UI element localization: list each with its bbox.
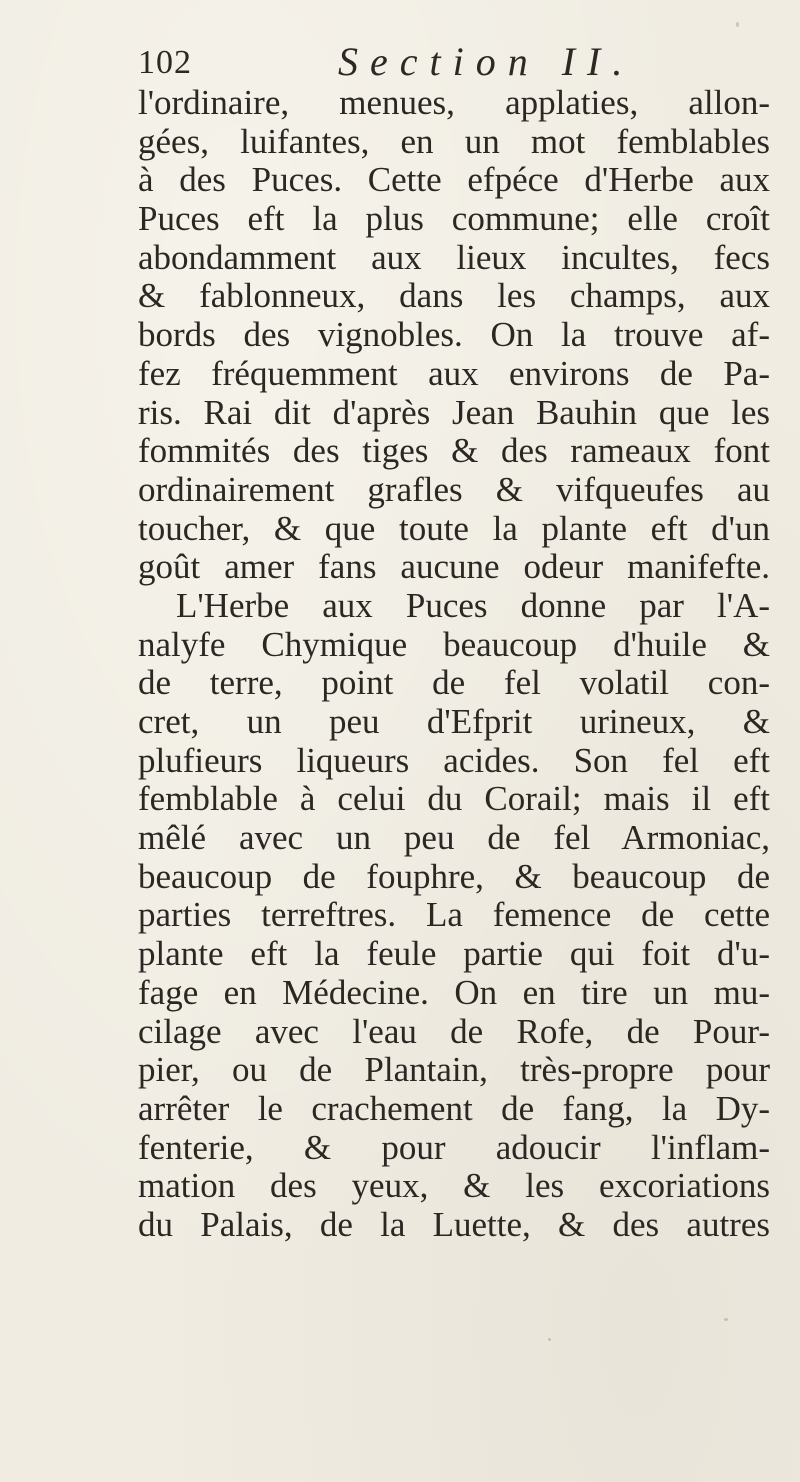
paper-speck (548, 1338, 551, 1341)
text-line: ris. Rai dit d'après Jean Bauhin que les (138, 392, 770, 432)
text-line: fez fréquemment aux environs de Pa- (138, 353, 770, 393)
paper-speck (736, 22, 739, 27)
text-line: pier, ou de Plantain, très-propre pour (138, 1050, 770, 1090)
text-line: abondamment aux lieux incultes, fecs (138, 237, 770, 277)
text-line: & fablonneux, dans les champs, aux (138, 276, 770, 316)
text-line: bords des vignobles. On la trouve af- (138, 315, 770, 355)
text-line: femblable à celui du Corail; mais il eft (138, 779, 770, 819)
text-line: cret, un peu d'Efprit urineux, & (138, 702, 770, 741)
text-line: de terre, point de fel volatil con- (138, 663, 770, 703)
text-line: Puces eft la plus commune; elle croît (138, 199, 770, 239)
body-text (138, 84, 770, 1245)
text-line: fage en Médecine. On en tire un mu- (138, 972, 770, 1012)
text-line: ordinairement grafles & vifqueufes au (138, 469, 770, 509)
text-line: gées, luifantes, en un mot femblables (138, 121, 770, 161)
text-line: du Palais, de la Luette, & des autres (138, 1204, 770, 1244)
running-head (138, 38, 698, 88)
text-line: l'ordinaire, menues, applaties, allon- (138, 83, 770, 122)
text-line: plufieurs liqueurs acides. Son fel eft (138, 740, 770, 780)
text-line: mation des yeux, & les excoriations (138, 1166, 770, 1206)
text-line: à des Puces. Cette efpéce d'Herbe aux (138, 160, 770, 200)
text-line: fommités des tiges & des rameaux font (138, 431, 770, 471)
text-line: beaucoup de fouphre, & beaucoup de (138, 856, 770, 896)
text-line: fenterie, & pour adoucir l'inflam- (138, 1127, 770, 1167)
text-line: nalyfe Chymique beaucoup d'huile & (138, 624, 770, 664)
text-line: cilage avec l'eau de Rofe, de Pour- (138, 1011, 770, 1051)
text-line: goût amer fans aucune odeur manifefte. (138, 547, 770, 587)
text-line: parties terreftres. La femence de cette (138, 895, 770, 935)
paragraph-start-line: L'Herbe aux Puces donne par l'A- (176, 585, 770, 625)
paper-speck (724, 1318, 728, 1321)
text-line: plante eft la feule partie qui foit d'u- (138, 934, 770, 974)
text-line: mêlé avec un peu de fel Armoniac, (138, 818, 770, 858)
text-line: toucher, & que toute la plante eft d'un (138, 508, 770, 548)
section-title: Section II. (338, 39, 635, 84)
text-line: arrêter le crachement de fang, la Dy- (138, 1088, 770, 1128)
page-number: 102 (138, 44, 192, 81)
